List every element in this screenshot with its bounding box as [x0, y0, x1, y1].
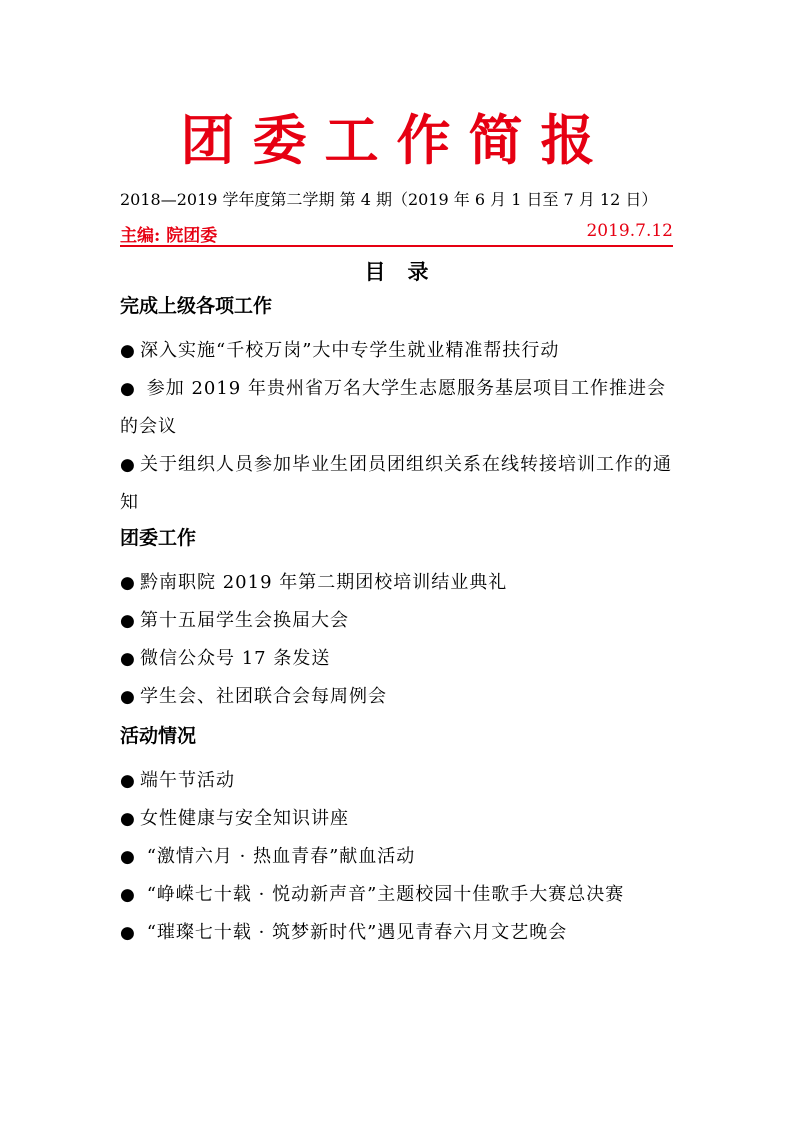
- bullet-icon: ●: [120, 923, 136, 943]
- issue-date: 2019.7.12: [586, 221, 673, 241]
- bullet-icon: ●: [120, 379, 136, 399]
- editor-label: 主编: 院团委: [120, 226, 218, 246]
- item-text: “激情六月 · 热血青春”献血活动: [140, 846, 416, 867]
- item-text: 学生会、社团联合会每周例会: [140, 686, 387, 707]
- section-heading: 团委工作: [120, 527, 197, 549]
- bullet-icon: ●: [120, 611, 136, 631]
- list-item: [120, 914, 680, 952]
- bullet-icon: ●: [120, 809, 136, 829]
- item-text: 女性健康与安全知识讲座: [140, 808, 349, 829]
- list-item: [120, 762, 680, 800]
- bullet-icon: ●: [120, 573, 136, 593]
- editor-row: [120, 219, 673, 247]
- list-item: [120, 332, 680, 370]
- item-text: 第十五届学生会换届大会: [140, 610, 349, 631]
- section-heading: 活动情况: [120, 725, 197, 747]
- list-item: [120, 876, 680, 914]
- list-item: [120, 838, 680, 876]
- toc-section: [120, 524, 680, 716]
- list-item: [120, 678, 680, 716]
- bullet-icon: ●: [120, 771, 136, 791]
- list-item: [120, 564, 680, 602]
- toc-content: [120, 292, 680, 952]
- item-text: “峥嵘七十载 · 悦动新声音”主题校园十佳歌手大赛总决赛: [140, 884, 625, 905]
- item-text: 参加 2019 年贵州省万名大学生志愿服务基层项目工作推进会的会议: [120, 378, 666, 437]
- bullet-icon: ●: [120, 455, 136, 475]
- bullet-icon: ●: [120, 649, 136, 669]
- masthead-title: 团委工作简报: [180, 108, 613, 172]
- toc-section: [120, 722, 680, 952]
- list-item: [120, 602, 680, 640]
- bullet-icon: ●: [120, 687, 136, 707]
- list-item: [120, 446, 680, 522]
- item-text: 微信公众号 17 条发送: [140, 648, 331, 669]
- issue-line: 2018—2019 学年度第二学期 第 4 期（2019 年 6 月 1 日至 7 月 12 日）: [120, 190, 658, 209]
- bullet-icon: ●: [120, 341, 136, 361]
- item-text: 关于组织人员参加毕业生团员团组织关系在线转接培训工作的通知: [120, 454, 672, 513]
- list-item: [120, 370, 680, 446]
- item-text: 端午节活动: [140, 770, 235, 791]
- item-text: 深入实施“千校万岗”大中专学生就业精准帮扶行动: [140, 340, 560, 361]
- toc-title: 目录: [364, 259, 451, 284]
- bullet-icon: ●: [120, 847, 136, 867]
- toc-section: [120, 292, 680, 522]
- item-text: “璀璨七十载 · 筑梦新时代”遇见青春六月文艺晚会: [140, 922, 568, 943]
- section-heading: 完成上级各项工作: [120, 295, 273, 317]
- list-item: [120, 640, 680, 678]
- list-item: [120, 800, 680, 838]
- bullet-icon: ●: [120, 885, 136, 905]
- item-text: 黔南职院 2019 年第二期团校培训结业典礼: [140, 572, 508, 593]
